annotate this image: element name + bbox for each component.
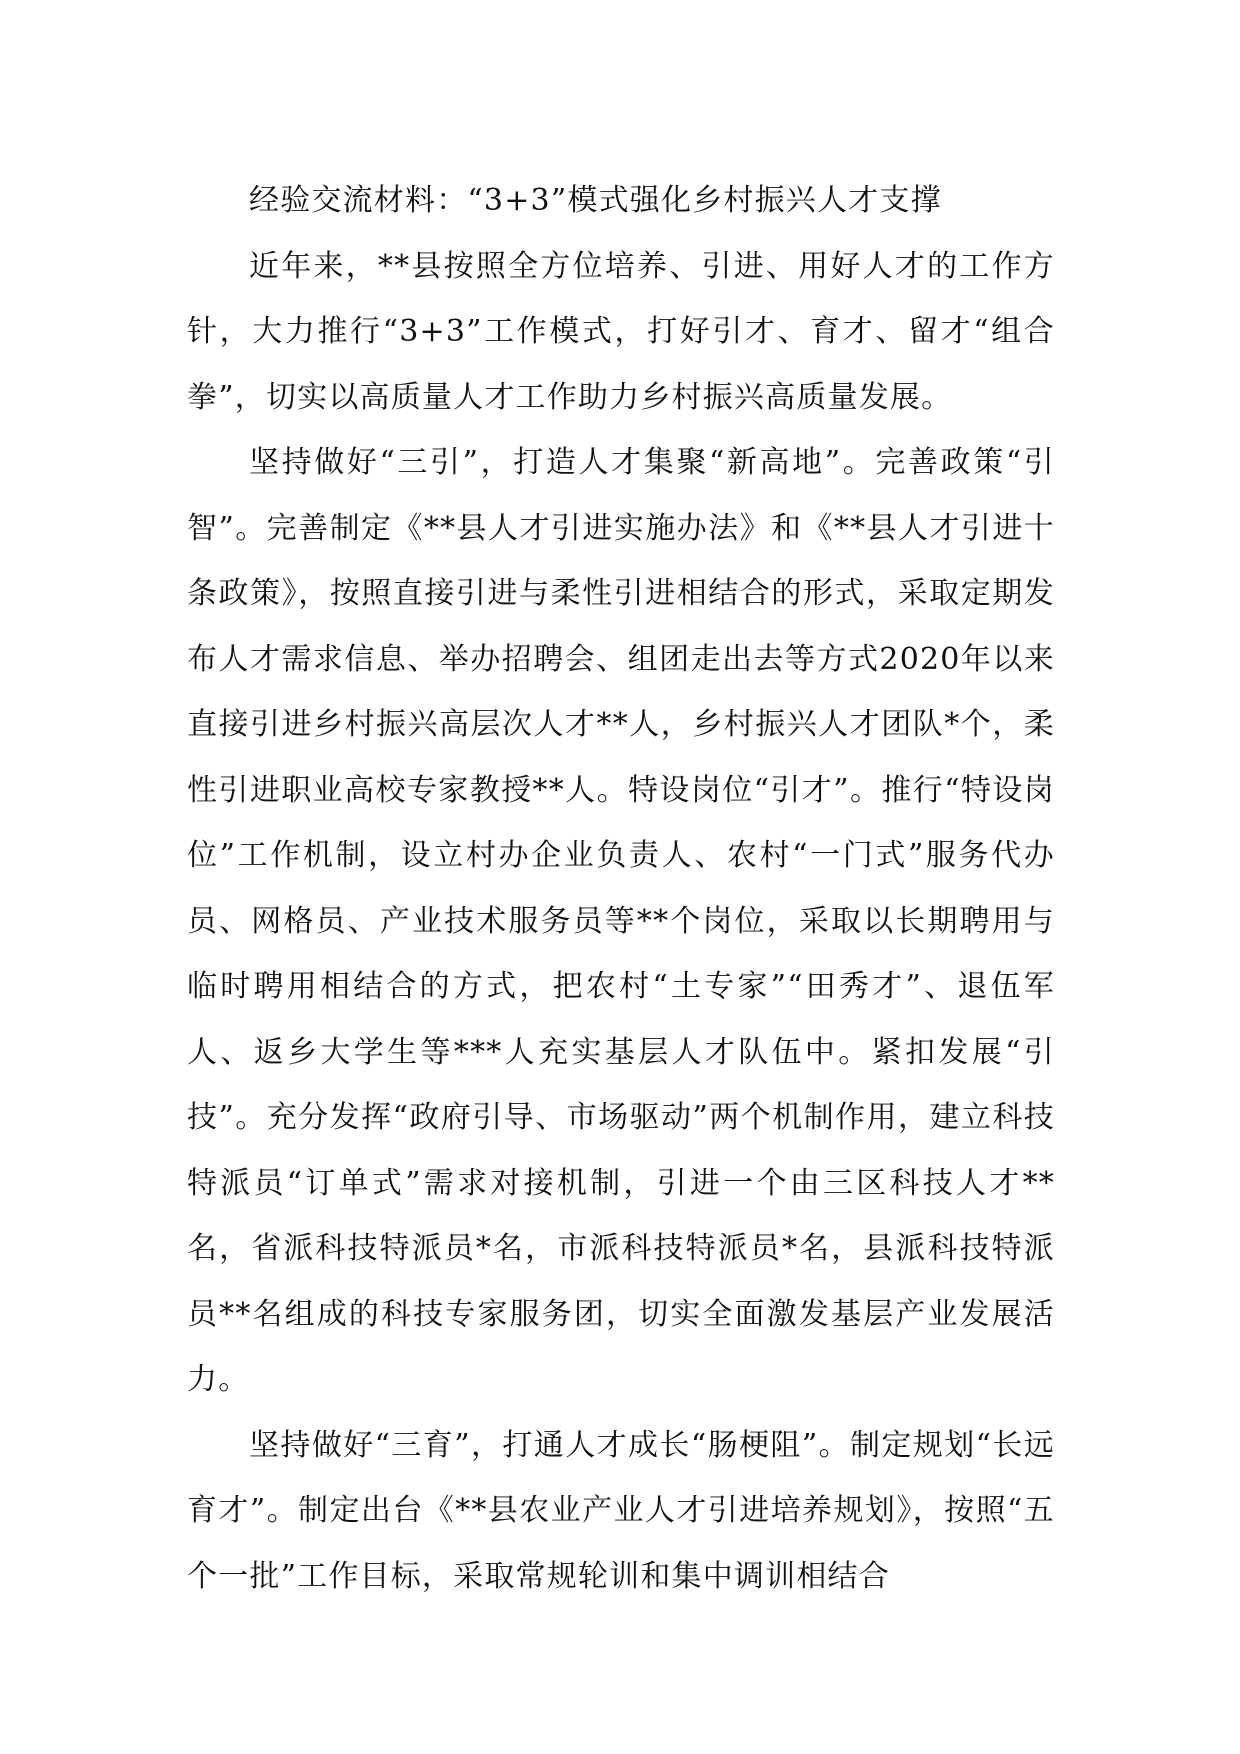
document-title: 经验交流材料：“3+3”模式强化乡村振兴人才支撑: [249, 183, 942, 218]
paragraph-three-cultivate: 坚持做好“三育”，打通人才成长“肠梗阻”。制定规划“长远育才”。制定出台《**县农业产业人才引进培养规划》，按照“五个一批”工作目标，采取常规轮训和集中调训相结合: [187, 1427, 1055, 1594]
document-body: [187, 168, 1055, 1609]
paragraph-intro: 近年来，**县按照全方位培养、引进、用好人才的工作方针，大力推行“3+3”工作模式，打好引才、育才、留才“组合拳”，切实以高质量人才工作助力乡村振兴高质量发展。: [187, 248, 1055, 415]
paragraph-three-attract: 坚持做好“三引”，打造人才集聚“新高地”。完善政策“引智”。完善制定《**县人才引进实施办法》和《**县人才引进十条政策》，按照直接引进与柔性引进相结合的形式，采取定期发布人才需求信息、举办招聘会、组团走出去等方式2020年以来直接引进乡村振兴高层次人才**人，乡村振兴人才团队*个，柔性引进职业高校专家教授**人。特设岗位“引才”。推行“特设岗位”工作机制，设立村办企业负责人、农村“一门式”服务代办员、网格员、产业技术服务员等**个岗位，采取以长期聘用与临时聘用相结合的方式，把农村“土专家”“田秀才”、退伍军人、返乡大学生等***人充实基层人才队伍中。紧扣发展“引技”。充分发挥“政府引导、市场驱动”两个机制作用，建立科技特派员“订单式”需求对接机制，引进一个由三区科技人才**名，省派科技特派员*名，市派科技特派员*名，县派科技特派员**名组成的科技专家服务团，切实全面激发基层产业发展活力。: [187, 445, 1055, 1397]
